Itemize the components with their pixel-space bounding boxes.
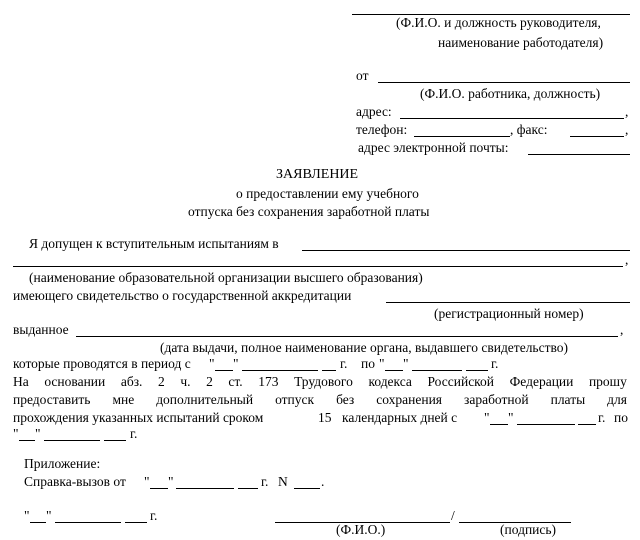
institution-line-tail: , [625,252,629,267]
footer-quote-1: " [24,508,30,523]
issued-tail: , [620,322,624,337]
issued-text: выданное [13,322,69,337]
accreditation-text: имеющего свидетельство о государственной аккредитации [13,288,352,303]
appendix-year[interactable] [238,488,258,489]
appendix-number[interactable] [294,488,320,489]
fax-line[interactable] [570,136,624,137]
phone-tail: , [625,122,629,137]
period-quote-2: " [233,356,239,371]
issue-caption: (дата выдачи, полное наименование органа, выдавшего свидетельство) [160,340,569,355]
footer-quote-2: " [46,508,52,523]
appendix-number-label: N [278,474,288,489]
period-quote-4: " [403,356,409,371]
leave-to-year[interactable] [104,440,126,441]
leave-from-year[interactable] [578,424,596,425]
head-caption-1: (Ф.И.О. и должность руководителя, [396,15,601,30]
email-label: адрес электронной почты: [358,140,509,155]
period-text: которые проводятся в период с [13,356,191,371]
phone-line[interactable] [414,136,510,137]
admitted-text: Я допущен к вступительным испытаниям в [29,236,279,251]
fio-sign-slash: / [451,508,455,523]
appendix-year-abbr: г. [261,474,269,489]
address-label: адрес: [356,104,392,119]
period-to-month[interactable] [412,370,462,371]
leave-quote-2: " [508,410,514,425]
appendix-month[interactable] [176,488,234,489]
request-word: Трудового [294,374,353,389]
period-to-year[interactable] [466,370,488,371]
request-word: мне [112,392,135,407]
request-word: дополнительный [156,392,254,407]
request-days-text: календарных дней с [342,410,458,425]
signature-caption: (подпись) [500,522,557,537]
request-word: отпуск [275,392,315,407]
request-word: 173 [258,374,279,389]
institution-line-2[interactable] [13,266,623,267]
from-label: от [356,68,369,83]
head-caption-2: наименование работодателя) [438,35,604,50]
leave-year-2: г. [130,426,138,441]
institution-caption: (наименование образовательной организации высшего образования) [29,270,423,285]
appendix-day[interactable] [150,488,168,489]
period-from-year[interactable] [322,370,336,371]
document-title: ЗАЯВЛЕНИЕ [276,167,359,182]
issued-line[interactable] [76,336,618,337]
footer-day[interactable] [30,522,46,523]
leave-by: по [614,410,628,425]
appendix-label: Приложение: [24,456,101,471]
period-year-2: г. [491,356,499,371]
period-by: по [361,356,375,371]
request-line-3: прохождения указанных испытаний сроком [13,410,264,425]
request-word: абз. [120,374,143,389]
fax-label: , факс: [510,122,548,137]
request-line-2 [13,392,627,408]
fio-caption: (Ф.И.О.) [336,522,386,537]
request-line-1 [13,374,627,390]
request-word: платы [550,392,586,407]
reg-number-caption: (регистрационный номер) [434,306,584,321]
leave-to-day[interactable] [19,440,35,441]
leave-year-1: г. [598,410,606,425]
period-quote-1: " [209,356,215,371]
footer-month[interactable] [55,522,121,523]
request-word: 2 [206,374,213,389]
request-word: предоставить [13,392,91,407]
phone-label: телефон: [356,122,408,137]
institution-line-1[interactable] [302,250,630,251]
footer-year-abbr: г. [150,508,158,523]
request-word: ст. [228,374,243,389]
email-line[interactable] [528,154,630,155]
request-word: прошу [588,374,627,389]
appendix-dot: . [321,474,325,489]
title-line-1: о предоставлении ему учебного [236,186,419,201]
period-year-1: г. [340,356,348,371]
footer-year[interactable] [125,522,147,523]
request-word: заработной [464,392,529,407]
appendix-quote-1: " [144,474,150,489]
period-from-month[interactable] [242,370,318,371]
request-word: для [607,392,627,407]
period-from-day[interactable] [215,370,233,371]
leave-quote-3: " [13,426,19,441]
accreditation-line[interactable] [386,302,630,303]
title-line-2: отпуска без сохранения заработной платы [188,204,430,219]
request-days: 15 [318,410,332,425]
request-word: основании [44,374,106,389]
leave-from-month[interactable] [517,424,575,425]
period-quote-3: " [379,356,385,371]
leave-to-month[interactable] [44,440,100,441]
request-word: Федерации [509,374,574,389]
request-word: 2 [157,374,165,389]
request-word: Российской [427,374,495,389]
appendix-cert: Справка-вызов от [24,474,126,489]
period-to-day[interactable] [385,370,403,371]
leave-quote-1: " [484,410,490,425]
request-word: кодекса [368,374,412,389]
address-line[interactable] [400,118,624,119]
request-word: сохранения [376,392,443,407]
request-word: без [336,392,355,407]
request-word: На [13,374,29,389]
employee-name-line[interactable] [378,82,630,83]
request-word: ч. [180,374,191,389]
leave-from-day[interactable] [490,424,508,425]
address-tail: , [625,104,629,119]
employee-caption: (Ф.И.О. работника, должность) [420,86,601,101]
leave-quote-4: " [35,426,41,441]
appendix-quote-2: " [168,474,174,489]
